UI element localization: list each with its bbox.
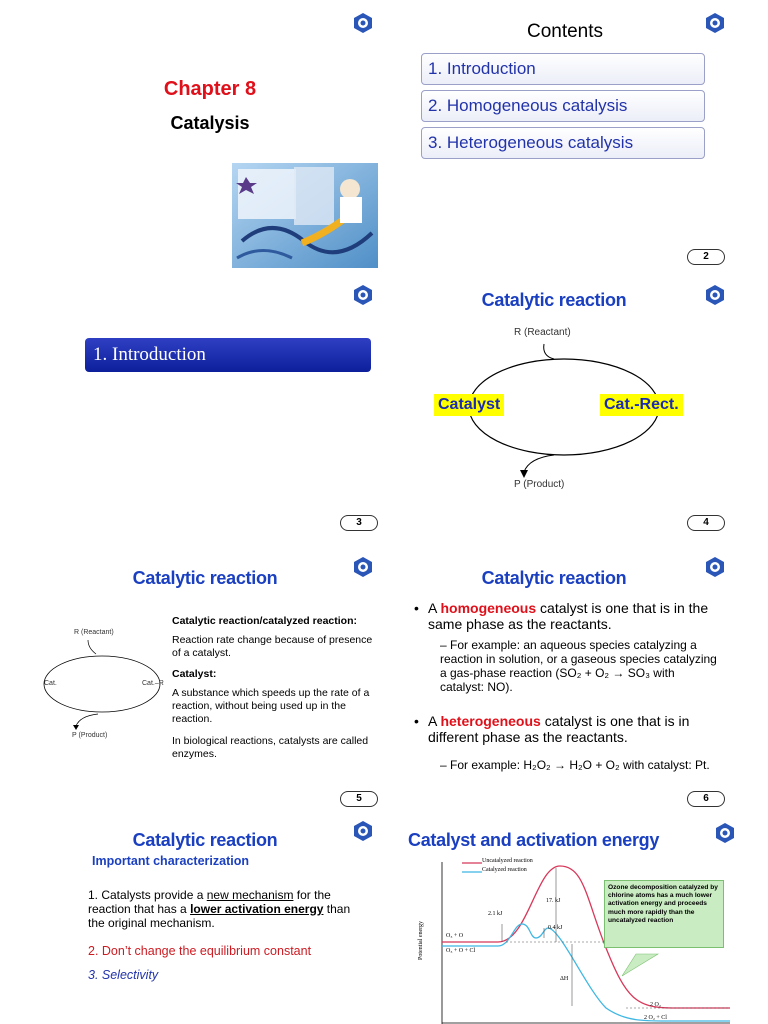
catalyst-text: A substance which speeds up the rate of a reaction, without being used up in the reaction. xyxy=(172,687,370,725)
catalyst-heading: Catalyst: xyxy=(172,668,217,680)
cat-label: Cat. xyxy=(44,680,57,687)
catalytic-cycle-diagram xyxy=(424,332,714,502)
slide-7 xyxy=(0,810,384,1024)
definition-text: Reaction rate change because of presence of a catalyst. xyxy=(172,634,373,659)
section-banner: 1. Introduction xyxy=(85,338,371,372)
bullet-homogeneous: • A homogeneous catalyst is one that is in the same phase as the reactants. xyxy=(414,600,709,632)
reactant-label: R (Reactant) xyxy=(514,327,571,338)
label-reactants-cl: O₃ + O + Cl xyxy=(446,948,476,954)
bullet-prefix: A xyxy=(428,713,441,729)
homogeneous-example: – For example: an aqueous species catalyzing a reaction in solution, or a gaseous species catalyzing a gas-phase reaction (SO₂ + O₂ → SO₃ with catalyst: NO). xyxy=(440,638,717,694)
cat-rect-label: Cat.-Rect. xyxy=(600,394,683,416)
toc-item-homogeneous[interactable]: 2. Homogeneous catalysis xyxy=(421,90,705,122)
slide-8 xyxy=(384,810,768,1024)
contents-title: Contents xyxy=(526,21,604,42)
label-reactants: O₃ + O xyxy=(446,933,464,939)
catalyst-label: Catalyst xyxy=(434,394,504,416)
slide-2 xyxy=(384,0,768,272)
bullet-text: catalyst is one that is in different phase as the reactants. xyxy=(428,713,690,745)
bullet-heterogeneous: • A heterogeneous catalyst is one that is in different phase as the reactants. xyxy=(414,713,690,745)
product-label: P (Product) xyxy=(514,479,565,490)
slide-1 xyxy=(0,0,384,272)
toc-item-heterogeneous[interactable]: 3. Heterogeneous catalysis xyxy=(421,127,705,159)
product-label: P (Product) xyxy=(72,732,108,739)
point-text: for the reaction that has a xyxy=(88,888,331,916)
label-17-kj: 17. kJ xyxy=(546,898,561,904)
university-logo-icon xyxy=(714,822,736,844)
point-text: than the original mechanism. xyxy=(88,902,351,930)
label-delta-h: ΔH xyxy=(560,976,569,982)
legend-uncatalyzed: Uncatalyzed reaction xyxy=(482,858,533,864)
homogeneous-keyword: homogeneous xyxy=(440,600,537,616)
slide-5 xyxy=(0,544,384,816)
annotation-callout: Ozone decomposition catalyzed by chlorine atoms has a much lower activation energy and proceeds much more rapidly than the uncatalyzed reaction xyxy=(604,880,724,948)
slide-title: Catalyst and activation energy xyxy=(408,830,660,850)
catalytic-cycle-diagram-small xyxy=(40,634,170,744)
point-text: 1. Catalysts provide a xyxy=(88,888,207,902)
slide-title: Catalytic reaction xyxy=(132,830,278,850)
page-number: 4 xyxy=(687,515,725,531)
slide-title: Catalytic reaction xyxy=(481,290,627,310)
page-number: 3 xyxy=(340,515,378,531)
label-2-1-kj: 2.1 kJ xyxy=(488,911,503,917)
definition-heading: Catalytic reaction/catalyzed reaction: xyxy=(172,615,357,627)
slide-subtitle: Important characterization xyxy=(92,854,249,868)
slide-3 xyxy=(0,272,384,544)
university-logo-icon xyxy=(352,284,374,306)
page-number: 6 xyxy=(687,791,725,807)
heterogeneous-example: – For example: H₂O₂ → H₂O + O₂ with catalyst: Pt. xyxy=(440,758,710,772)
toc-item-introduction[interactable]: 1. Introduction xyxy=(421,53,705,85)
legend-catalyzed: Catalyzed reaction xyxy=(482,867,527,873)
page-number: 2 xyxy=(687,249,725,265)
label-products-cl: 2 O₂ + Cl xyxy=(644,1015,667,1021)
page-number: 5 xyxy=(340,791,378,807)
label-products: 2 O₂ xyxy=(650,1002,661,1008)
y-axis-label: Potential energy xyxy=(418,920,424,960)
enzyme-text: In biological reactions, catalysts are called enzymes. xyxy=(172,735,369,760)
chapter-title: Chapter 8 xyxy=(163,78,257,100)
new-mechanism-term: new mechanism xyxy=(206,888,294,902)
slide-title: Catalytic reaction xyxy=(132,568,278,588)
point-selectivity: 3. Selectivity xyxy=(88,968,159,982)
cat-r-label: Cat.–R xyxy=(142,680,164,687)
slide-6 xyxy=(384,544,768,816)
bullet-text: catalyst is one that is in the same phase as the reactants. xyxy=(428,600,709,632)
university-logo-icon xyxy=(352,12,374,34)
heterogeneous-keyword: heterogeneous xyxy=(440,713,541,729)
chapter-cover-image xyxy=(232,163,378,268)
slide-title: Catalytic reaction xyxy=(481,568,627,588)
bullet-prefix: A xyxy=(428,600,441,616)
point-new-mechanism xyxy=(88,888,368,930)
chapter-subtitle: Catalysis xyxy=(170,113,250,133)
lower-activation-energy-term: lower activation energy xyxy=(190,902,324,916)
reactant-label: R (Reactant) xyxy=(74,629,114,636)
label-0-4-kj: 0.4 kJ xyxy=(548,925,563,931)
slide-4 xyxy=(384,272,768,544)
point-equilibrium: 2. Don’t change the equilibrium constant xyxy=(88,944,312,958)
